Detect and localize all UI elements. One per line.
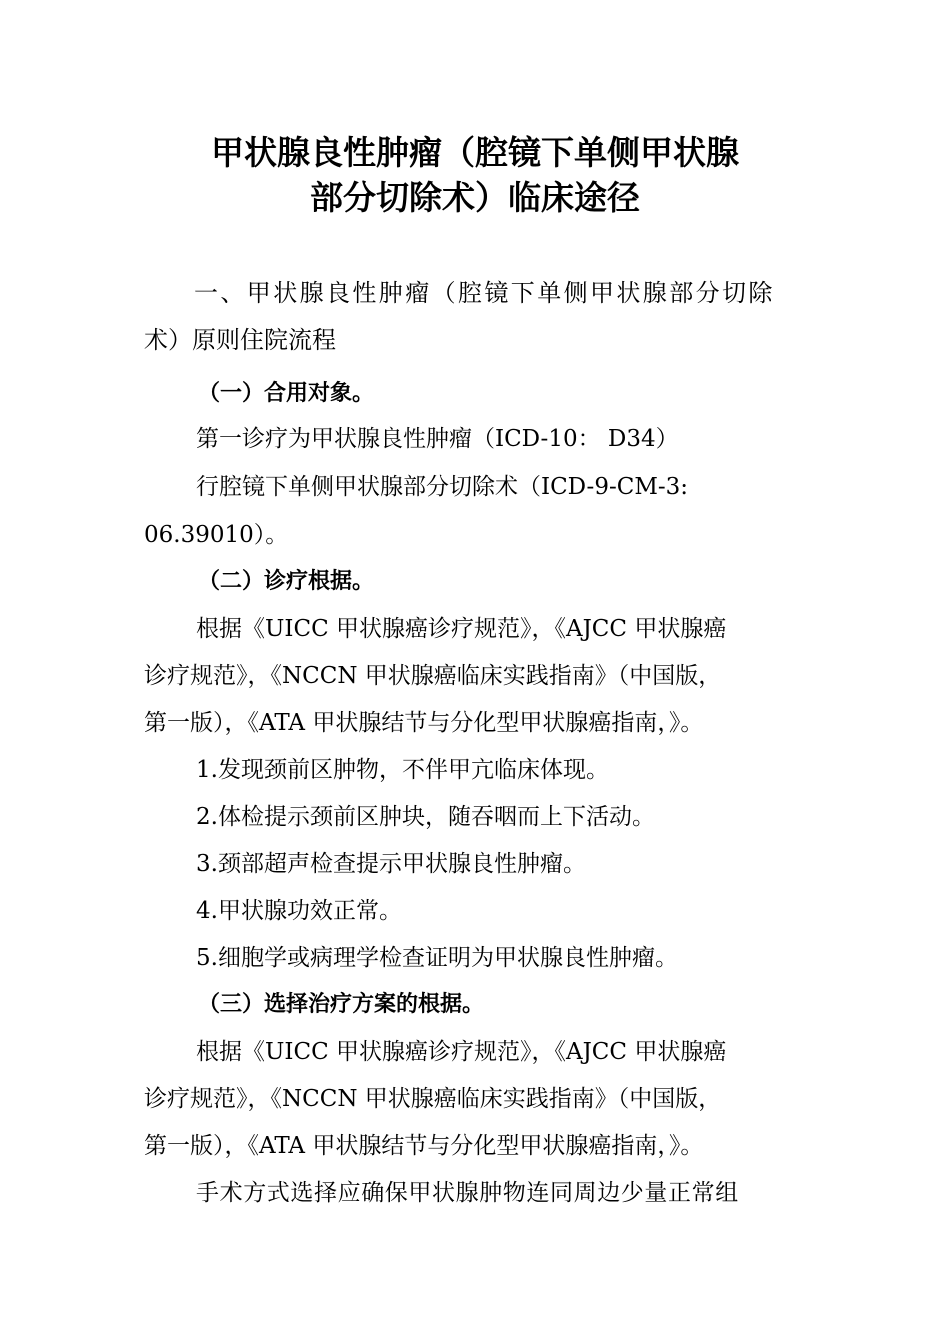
list-item: 3.颈部超声检查提示甲状腺良性肿瘤。 xyxy=(196,851,586,877)
paragraph-text: 手术方式选择应确保甲状腺肿物连同周边少量正常组 xyxy=(196,1180,739,1206)
paragraph-text: 根据《UICC 甲状腺癌诊疗规范》，《AJCC 甲状腺癌 xyxy=(196,1039,727,1065)
document-title-line-2: 部分切除术）临床途径 xyxy=(310,178,640,217)
list-item: 5.细胞学或病理学检查证明为甲状腺良性肿瘤。 xyxy=(196,945,678,971)
subsection-heading-3: （三）选择治疗方案的根据。 xyxy=(198,991,485,1017)
paragraph-text: 06.39010）。 xyxy=(144,522,289,548)
list-item: 4.甲状腺功效正常。 xyxy=(196,898,402,924)
list-item: 1.发现颈前区肿物，不伴甲亢临床体现。 xyxy=(196,757,609,783)
paragraph-text: 行腔镜下单侧甲状腺部分切除术（ICD-9-CM-3: xyxy=(196,474,689,500)
section-heading-line-2: 术）原则住院流程 xyxy=(144,326,336,354)
paragraph-text: 第一版），《ATA 甲状腺结节与分化型甲状腺癌指南，》。 xyxy=(144,1133,704,1159)
paragraph-text: 根据《UICC 甲状腺癌诊疗规范》，《AJCC 甲状腺癌 xyxy=(196,616,727,642)
paragraph-text: 第一版），《ATA 甲状腺结节与分化型甲状腺癌指南，》。 xyxy=(144,710,704,736)
subsection-heading-2: （二）诊疗根据。 xyxy=(198,568,375,594)
list-item: 2.体检提示颈前区肿块，随吞咽而上下活动。 xyxy=(196,804,655,830)
paragraph-text: 诊疗规范》，《NCCN 甲状腺癌临床实践指南》（中国版， xyxy=(144,1086,722,1112)
document-title-line-1: 甲状腺良性肿瘤（腔镜下单侧甲状腺 xyxy=(211,133,739,172)
subsection-heading-1: （一）合用对象。 xyxy=(198,380,375,406)
paragraph-text: 诊疗规范》，《NCCN 甲状腺癌临床实践指南》（中国版， xyxy=(144,663,722,689)
paragraph-text: 第一诊疗为甲状腺良性肿瘤（ICD-10： D34） xyxy=(196,426,679,452)
section-heading-line-1: 一、甲状腺良性肿瘤（腔镜下单侧甲状腺部分切除 xyxy=(194,279,775,307)
